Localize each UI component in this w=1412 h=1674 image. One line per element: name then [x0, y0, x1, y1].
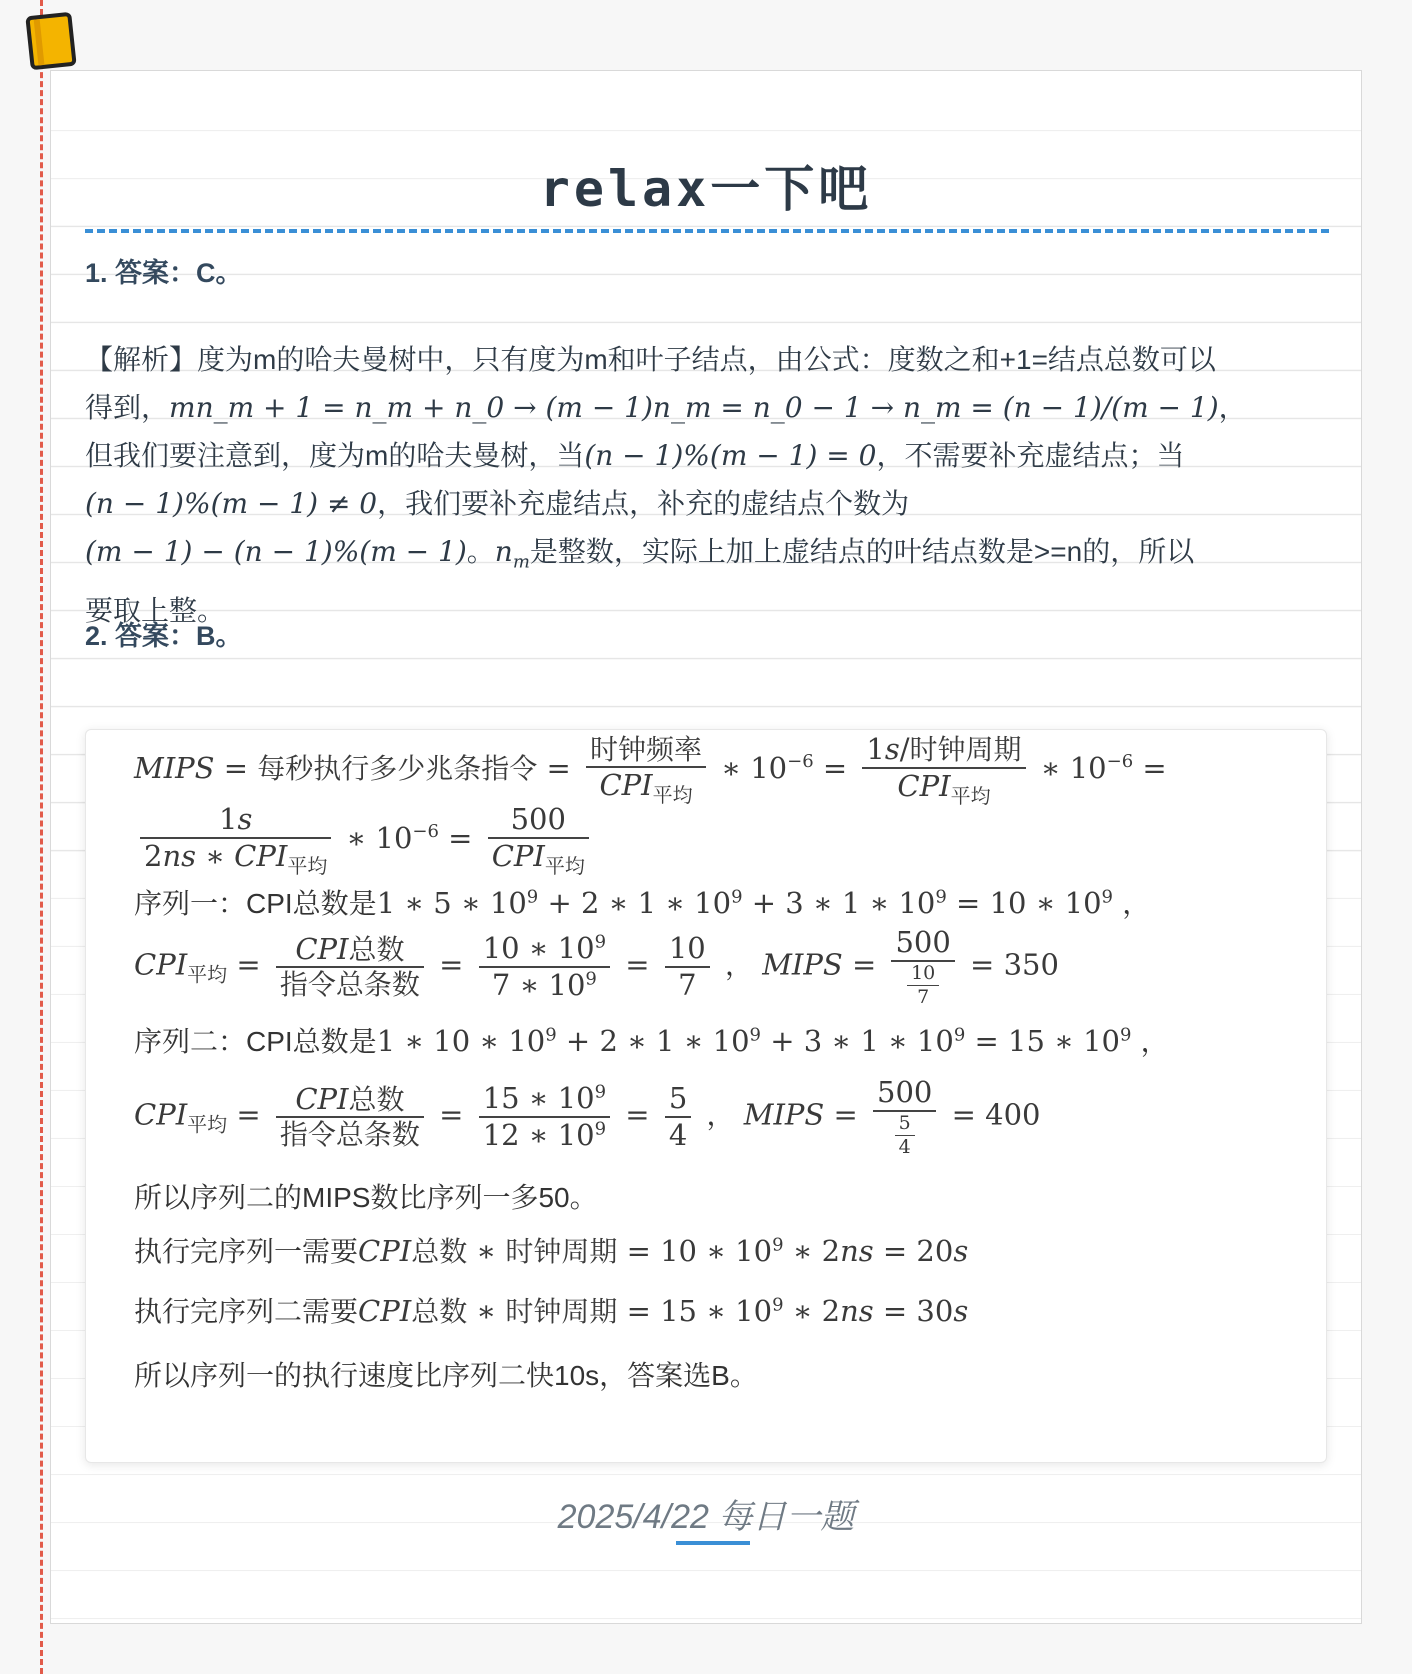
- analysis-line-2: [85, 384, 1345, 432]
- paper: [50, 70, 1362, 1624]
- analysis-text: 得到，: [85, 392, 170, 423]
- answer-2: 2. 答案：B。: [85, 621, 243, 651]
- analysis-text: ，我们要补充虚结点，补充的虚结点个数为: [377, 488, 910, 519]
- analysis-line-3: [85, 432, 1345, 480]
- exec-time-seq1: 执行完序列一需要CPI总数 ∗ 时钟周期 = 10 ∗ $10^9$ ∗ 2ns = 20s: [134, 1234, 969, 1268]
- analysis-1: [85, 336, 1345, 635]
- formula-mips-500: $\frac{1s}{2ns ∗ CPI_{平均}}$ ∗ $10^{-6}$ = $\frac{500}{CPI_{平均}}$: [134, 802, 595, 878]
- analysis-line-5: [85, 528, 1345, 587]
- seq1-total: 序列一：CPI总数是1 ∗ 5 ∗ $10^9 + 2$ ∗ 1 ∗ $10^9 + 3$ ∗ 1 ∗ $10^9 = 10$ ∗ $10^9$ ，: [134, 886, 1151, 920]
- exec-time-seq2: 执行完序列二需要CPI总数 ∗ 时钟周期 = 15 ∗ $10^9$ ∗ 2ns = 30s: [134, 1294, 969, 1328]
- analysis-text: 是整数，实际上加上虚结点的叶结点数是>=n的，所以: [529, 536, 1195, 567]
- mips-compare: 所以序列二的MIPS数比序列一多50。: [134, 1182, 598, 1213]
- notebook-icon: [22, 12, 78, 70]
- exec2-label: 执行完序列二需要: [134, 1296, 359, 1327]
- seq1-label: 序列一：CPI总数是: [134, 888, 377, 919]
- margin-line: [40, 0, 43, 1674]
- analysis-line-4: [85, 480, 1345, 528]
- formula-mips-def: MIPS = 每秒执行多少兆条指令 = $\frac{\text{时钟频率}}{CPI_{平均}}$ ∗ $10^{-6}$ = $\frac{\text{1s/时钟周期}}{CPI_{平均}}$ ∗ $10^{-6}$ =: [134, 732, 1167, 808]
- page-title: relax一下吧: [539, 160, 873, 218]
- seq2-label: 序列二：CPI总数是: [134, 1026, 377, 1057]
- formula-virtual-count: (m − 1) − (n − 1)%(m − 1): [85, 535, 467, 568]
- analysis-text: 但我们要注意到，度为m的哈夫曼树，当: [85, 440, 585, 471]
- analysis-text: ，: [1218, 392, 1247, 423]
- formula-mod-nonzero: (n − 1)%(m − 1) ≠ 0: [85, 487, 378, 520]
- footer-underline: [676, 1541, 750, 1545]
- analysis-line-6: 要取上整。: [85, 594, 226, 626]
- analysis-text: ，不需要补充虚结点；当: [876, 440, 1185, 471]
- footer-date: 2025/4/22 每日一题: [557, 1498, 855, 1536]
- formula-mod-zero: (n − 1)%(m − 1) = 0: [584, 439, 877, 472]
- seq2-cpi-mips: $CPI_{平均}$ = $\frac{\text{CPI总数}}{\text{指令总条数}}$ = $\frac{15 ∗ 10^9}{12 ∗ 10^9}$ = $\frac{5}{4}$ ， MIPS = $\frac{500}{\frac{5}{4}}$ = 400: [134, 1075, 1041, 1158]
- formula-nm: mn_m + 1 = n_m + n_0 → (m − 1)n_m = n_0 − 1 → n_m = (n − 1)/(m − 1): [169, 391, 1219, 424]
- seq2-total: 序列二：CPI总数是1 ∗ 10 ∗ $10^9 + 2$ ∗ 1 ∗ $10^9 + 3$ ∗ 1 ∗ $10^9 = 15$ ∗ $10^9$ ，: [134, 1024, 1169, 1058]
- solution-card: [85, 729, 1327, 1463]
- analysis-text: 。: [466, 536, 495, 567]
- answer-1: 1. 答案：C。: [85, 258, 243, 288]
- formula-nm-symbol: $n_m$: [494, 535, 530, 573]
- title-divider: [85, 229, 1329, 233]
- seq1-cpi-mips: $CPI_{平均}$ = $\frac{\text{CPI总数}}{\text{指令总条数}}$ = $\frac{10 ∗ 10^9}{7 ∗ 10^9}$ = $\frac{10}{7}$ ， MIPS = $\frac{500}{\frac{10}{7}}$ = 350: [134, 925, 1059, 1008]
- exec1-label: 执行完序列一需要: [134, 1236, 359, 1267]
- analysis-line-1: 【解析】度为m的哈夫曼树中，只有度为m和叶子结点，由公式：度数之和+1=结点总数可以: [85, 344, 1216, 375]
- conclusion: 所以序列一的执行速度比序列二快10s，答案选B。: [134, 1360, 758, 1391]
